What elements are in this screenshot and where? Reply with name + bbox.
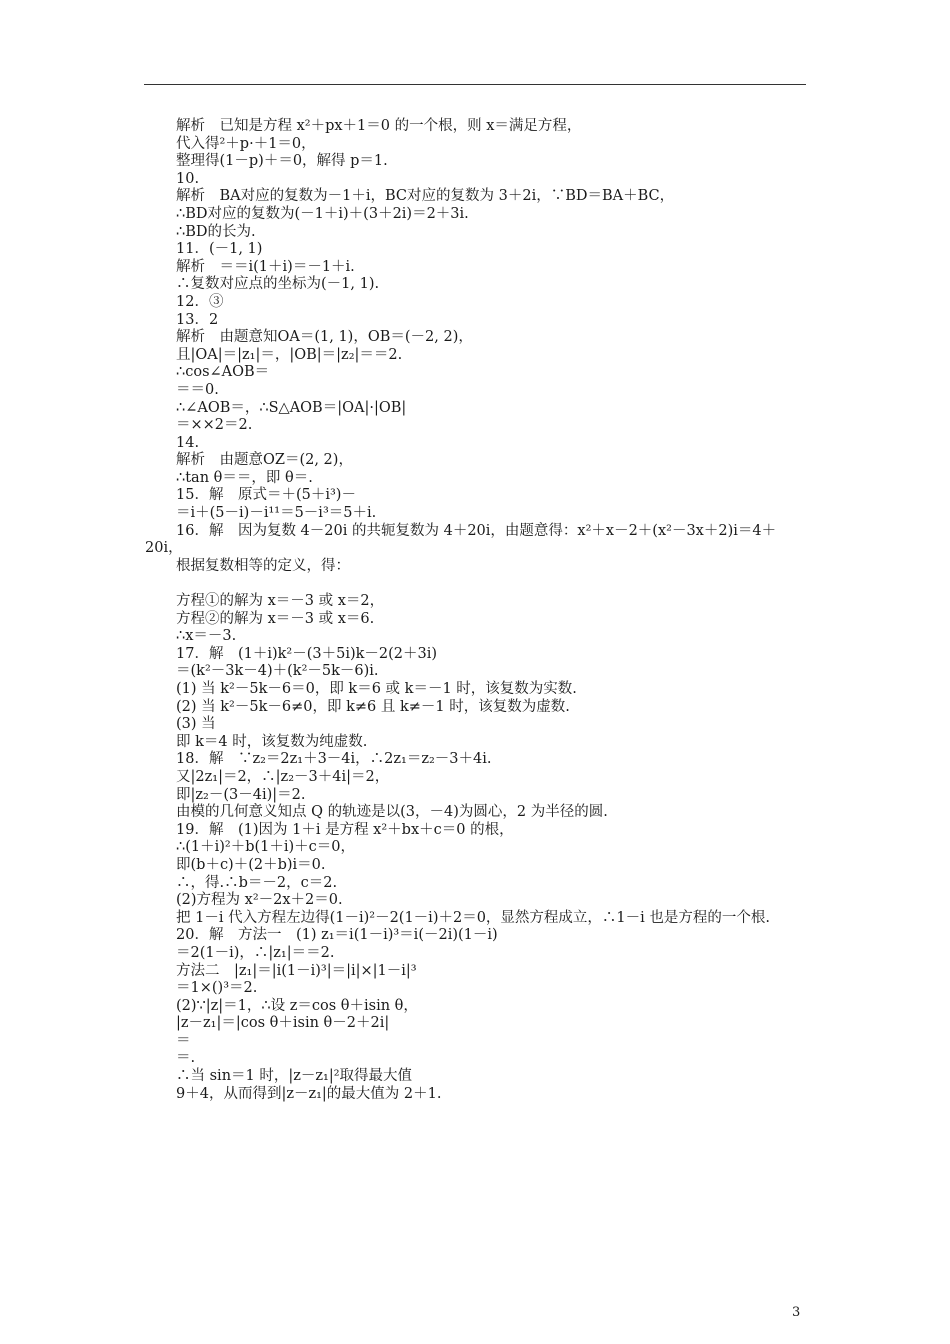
text-line: 根据复数相等的定义，得： xyxy=(176,557,350,574)
text-line: 解析 由题意OZ＝(2, 2)， xyxy=(176,452,353,469)
text-line: 14. xyxy=(176,434,200,451)
text-line: (2) 当 k²－5k－6≠0，即 k≠6 且 k≠－1 时，该复数为虚数. xyxy=(176,698,570,715)
text-line: ∴x＝－3. xyxy=(176,628,237,645)
text-line: ∴cos∠AOB＝ xyxy=(176,364,270,381)
text-line: 10. xyxy=(176,170,200,187)
text-line: ∴复数对应点的坐标为(－1, 1). xyxy=(176,276,380,293)
text-line: 方程②的解为 x＝－3 或 x＝6. xyxy=(176,610,375,627)
text-line: 15．解 原式＝＋(5＋i³)－ xyxy=(176,487,356,504)
text-line: ∴BD对应的复数为(－1＋i)＋(3＋2i)＝2＋3i. xyxy=(176,205,469,222)
text-line: 把 1－i 代入方程左边得(1－i)²－2(1－i)＋2＝0，显然方程成立，∴1－i 也是方程的一个根. xyxy=(176,909,771,926)
text-line: (3) 当 xyxy=(176,716,216,733)
text-line: 即(b＋c)＋(2＋b)i＝0. xyxy=(176,856,326,873)
text-line: (2)∵|z|＝1，∴设 z＝cos θ＋isin θ， xyxy=(176,997,418,1014)
text-line: ∴BD的长为. xyxy=(176,223,256,240)
text-line: 13．2 xyxy=(176,311,219,328)
text-line: 整理得(1－p)＋＝0，解得 p＝1. xyxy=(176,153,388,170)
text-line: |z－z₁|＝|cos θ＋isin θ－2＋2i| xyxy=(176,1015,390,1032)
text-line: 解析 由题意知OA＝(1, 1)，OB＝(－2, 2)， xyxy=(176,329,473,346)
text-line: ∴tan θ＝＝，即 θ＝. xyxy=(176,469,313,486)
text-line: 9＋4，从而得到|z－z₁|的最大值为 2＋1. xyxy=(176,1085,442,1102)
text-line: 19．解 (1)因为 1＋i 是方程 x²＋bx＋c＝0 的根， xyxy=(176,821,514,838)
text-line: ∴(1＋i)²＋b(1＋i)＋c＝0， xyxy=(176,839,356,856)
text-line: ＝(k²－3k－4)＋(k²－5k－6)i. xyxy=(176,663,379,680)
text-line: ＝2(1－i)，∴|z₁|＝＝2. xyxy=(176,944,335,961)
text-line: 且|OA|＝|z₁|＝，|OB|＝|z₂|＝＝2. xyxy=(176,346,403,363)
text-line: 由模的几何意义知点 Q 的轨迹是以(3，－4)为圆心，2 为半径的圆. xyxy=(176,804,608,821)
text-line: ＝××2＝2. xyxy=(176,417,253,434)
text-line: ∴当 sin＝1 时，|z－z₁|²取得最大值 xyxy=(176,1068,413,1085)
text-line: 11．(－1, 1) xyxy=(176,241,263,258)
text-line: 解析 已知是方程 x²＋px＋1＝0 的一个根，则 x＝满足方程， xyxy=(176,118,582,134)
text-line: ∴，得.∴b＝－2，c＝2. xyxy=(176,874,338,891)
text-line: 代入得²＋p·＋1＝0， xyxy=(176,135,316,152)
text-line: ＝＝0. xyxy=(176,381,219,398)
text-line: 方程①的解为 x＝－3 或 x＝2， xyxy=(176,593,385,610)
text-line: (1) 当 k²－5k－6＝0，即 k＝6 或 k＝－1 时，该复数为实数. xyxy=(176,681,577,697)
blank-line xyxy=(145,575,810,593)
text-line: ＝1×()³＝2. xyxy=(176,980,258,997)
text-line: ＝ xyxy=(176,1032,191,1049)
text-line: 即 k＝4 时，该复数为纯虚数. xyxy=(176,733,368,750)
page-number: 3 xyxy=(792,1305,801,1320)
text-line: 12．③ xyxy=(176,293,224,310)
text-line: 方法二 |z₁|＝|i(1－i)³|＝|i|×|1－i|³ xyxy=(176,962,417,979)
text-line: 16．解 因为复数 4－20i 的共轭复数为 4＋20i，由题意得：x²＋x－2＋(x²－3x＋2)i＝4＋20i， xyxy=(145,522,777,557)
text-line: 18．解 ∵z₂＝2z₁＋3－4i，∴2z₁＝z₂－3＋4i. xyxy=(176,751,492,768)
text-line: ＝i＋(5－i)－i¹¹＝5－i³＝5＋i. xyxy=(176,505,377,522)
text-line: (2)方程为 x²－2x＋2＝0. xyxy=(176,892,343,909)
text-line: 解析 BA对应的复数为－1＋i，BC对应的复数为 3＋2i，∵BD＝BA＋BC， xyxy=(176,188,675,205)
text-line: 又|2z₁|＝2，∴|z₂－3＋4i|＝2， xyxy=(176,768,390,785)
text-line: 解析 ＝＝i(1＋i)＝－1＋i. xyxy=(176,258,355,275)
text-line: ∴∠AOB＝，∴S△AOB＝|OA|·|OB| xyxy=(176,399,407,416)
text-line: 即|z₂－(3－4i)|＝2. xyxy=(176,786,306,803)
text-line: ＝. xyxy=(176,1050,196,1067)
text-line: 20．解 方法一 (1) z₁＝i(1－i)³＝i(－2i)(1－i) xyxy=(176,927,498,944)
text-line: 17．解 (1＋i)k²－(3＋5i)k－2(2＋3i) xyxy=(176,645,438,662)
answer-content xyxy=(145,118,810,1103)
header-rule xyxy=(144,84,806,85)
